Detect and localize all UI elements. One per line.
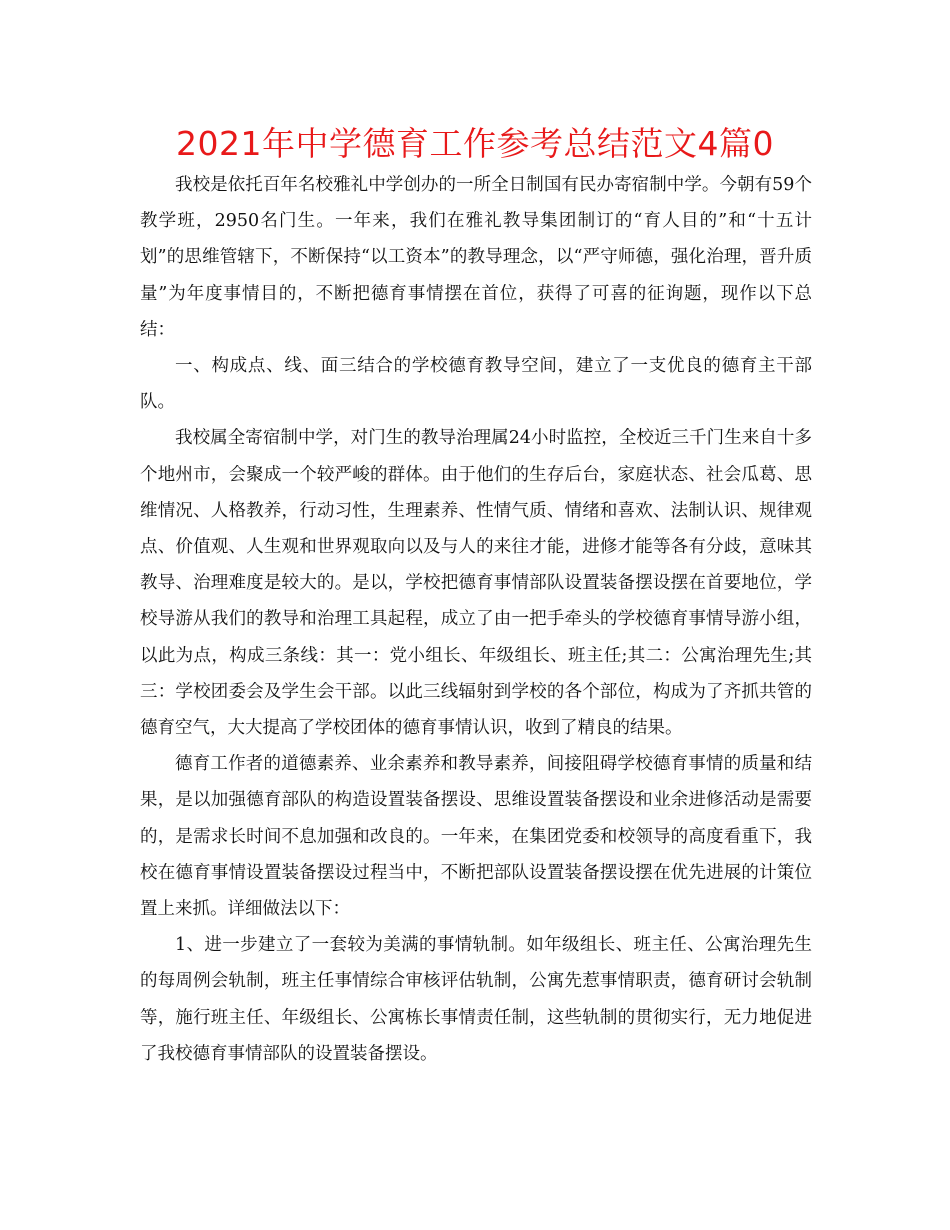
paragraph-intro: 我校是依托百年名校雅礼中学创办的一所全日制国有民办寄宿制中学。今朝有59个教学班，2950名门生。一年来，我们在雅礼教导集团制订的“育人目的”和“十五计划”的思维管辖下，不断保持“以工资本”的教导理念，以“严守师德，强化治理，晋升质量”为年度事情目的，不断把德育事情摆在首位，获得了可喜的征询题，现作以下总结： xyxy=(140,175,812,340)
paragraph-section-heading: 一、构成点、线、面三结合的学校德育教导空间，建立了一支优良的德育主干部队。 xyxy=(140,356,812,413)
paragraph-team-building: 我校属全寄宿制中学，对门生的教导治理属24小时监控，全校近三千门生来自十多个地州市，会聚成一个较严峻的群体。由于他们的生存后台，家庭状态、社会瓜葛、思维情况、人格教养，行动习性，生理素养、性情气质、情绪和喜欢、法制认识、规律观点、价值观、人生观和世界观取向以及与人的来往才能，进修才能等各有分歧，意味其教导、治理难度是较大的。是以，学校把德育事情部队设置装备摆设摆在首要地位，学校导游从我们的教导和治理工具起程，成立了由一把手牵头的学校德育事情导游小组，以此为点，构成三条线：其一：党小组长、年级组长、班主任;其二：公寓治理先生;其三：学校团委会及学生会干部。以此三线辐射到学校的各个部位，构成为了齐抓共管的德育空气，大大提高了学校团体的德育事情认识，收到了精良的结果。 xyxy=(140,428,812,739)
document-title: 2021年中学德育工作参考总结范文4篇0 xyxy=(176,124,774,163)
paragraph-team-quality: 德育工作者的道德素养、业余素养和教导素养，间接阻碍学校德育事情的质量和结果，是以加强德育部队的构造设置装备摆设、思维设置装备摆设和业余进修活动是需要的，是需求长时间不息加强和改良的。一年来，在集团党委和校领导的高度看重下，我校在德育事情设置装备摆设过程当中，不断把部队设置装备摆设摆在优先进展的计策位置上来抓。详细做法以下： xyxy=(140,754,812,920)
document-body xyxy=(140,167,812,1072)
paragraph-rules-system: 1、进一步建立了一套较为美满的事情轨制。如年级组长、班主任、公寓治理先生的每周例会轨制，班主任事情综合审核评估轨制，公寓先惹事情职责，德育研讨会轨制等，施行班主任、年级组长、公寓栋长事情责任制，这些轨制的贯彻实行，无力地促进了我校德育事情部队的设置装备摆设。 xyxy=(140,935,812,1064)
